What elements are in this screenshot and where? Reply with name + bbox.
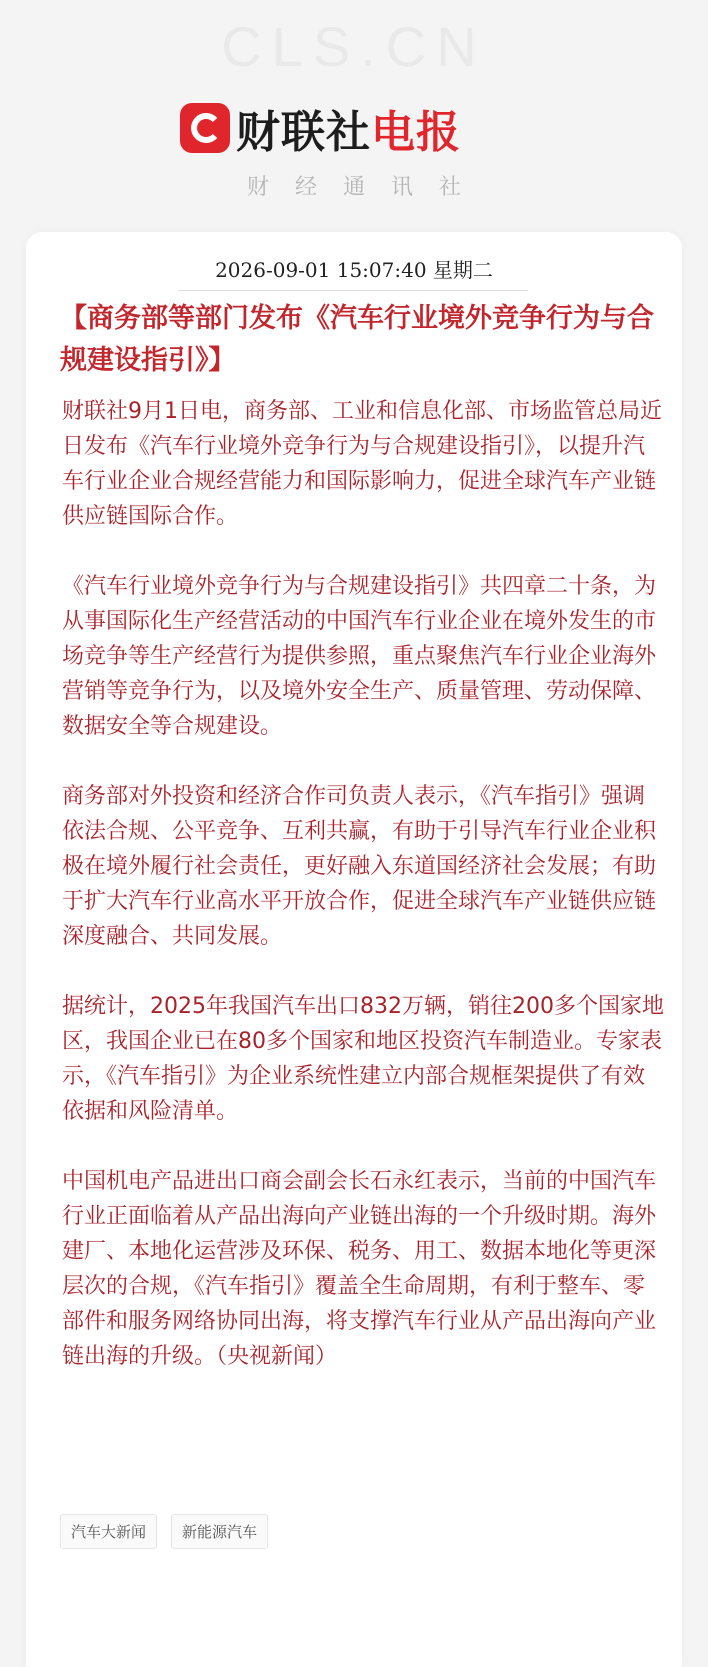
tag-chip[interactable]: 新能源汽车 bbox=[171, 1514, 268, 1549]
article-paragraph: 财联社9月1日电，商务部、工业和信息化部、市场监管总局近日发布《汽车行业境外竞争行为与合规建设指引》，以提升汽车行业企业合规经营能力和国际影响力，促进全球汽车产业链供应链国际合作。 bbox=[62, 399, 662, 529]
page-header bbox=[0, 0, 708, 220]
brand-name: 财联社 bbox=[236, 107, 371, 158]
brand-subname: 电报 bbox=[371, 107, 461, 158]
tag-chip[interactable]: 汽车大新闻 bbox=[60, 1514, 157, 1549]
article-paragraph: 商务部对外投资和经济合作司负责人表示，《汽车指引》强调依法合规、公平竞争、互利共赢，有助于引导汽车行业企业积极在境外履行社会责任，更好融入东道国经济社会发展；有助于扩大汽车行业高水平开放合作，促进全球汽车产业链供应链深度融合、共同发展。 bbox=[62, 784, 657, 949]
article-paragraph: 据统计，2025年我国汽车出口832万辆，销往200多个国家地区，我国企业已在80多个国家和地区投资汽车制造业。专家表示，《汽车指引》为企业系统性建立内部合规框架提供了有效依据和风险清单。 bbox=[62, 994, 664, 1124]
brand-tagline: 财经通讯社 bbox=[246, 175, 487, 200]
article-title: 【商务部等部门发布《汽车行业境外竞争行为与合规建设指引》】 bbox=[60, 303, 654, 376]
article-body bbox=[62, 394, 666, 1409]
article-paragraph: 中国机电产品进出口商会副会长石永红表示，当前的中国汽车行业正面临着从产品出海向产业链出海的一个升级时期。海外建厂、本地化运营涉及环保、税务、用工、数据本地化等更深层次的合规，《汽车指引》覆盖全生命周期，有利于整车、零部件和服务网络协同出海，将支撑汽车行业从产品出海向产业链出海的升级。（央视新闻） bbox=[62, 1169, 657, 1369]
tag-list bbox=[60, 1514, 268, 1549]
datetime-divider bbox=[178, 290, 528, 291]
cls-logo-icon bbox=[180, 103, 230, 153]
brand-logo bbox=[180, 100, 461, 156]
article-datetime: 2026-09-01 15:07:40 星期二 bbox=[215, 258, 493, 282]
watermark-text: CLS.CN bbox=[221, 15, 487, 78]
article-card bbox=[26, 232, 682, 1667]
article-paragraph: 《汽车行业境外竞争行为与合规建设指引》共四章二十条，为从事国际化生产经营活动的中国汽车行业企业在境外发生的市场竞争等生产经营行为提供参照，重点聚焦汽车行业企业海外营销等竞争行为，以及境外安全生产、质量管理、劳动保障、数据安全等合规建设。 bbox=[62, 574, 657, 739]
